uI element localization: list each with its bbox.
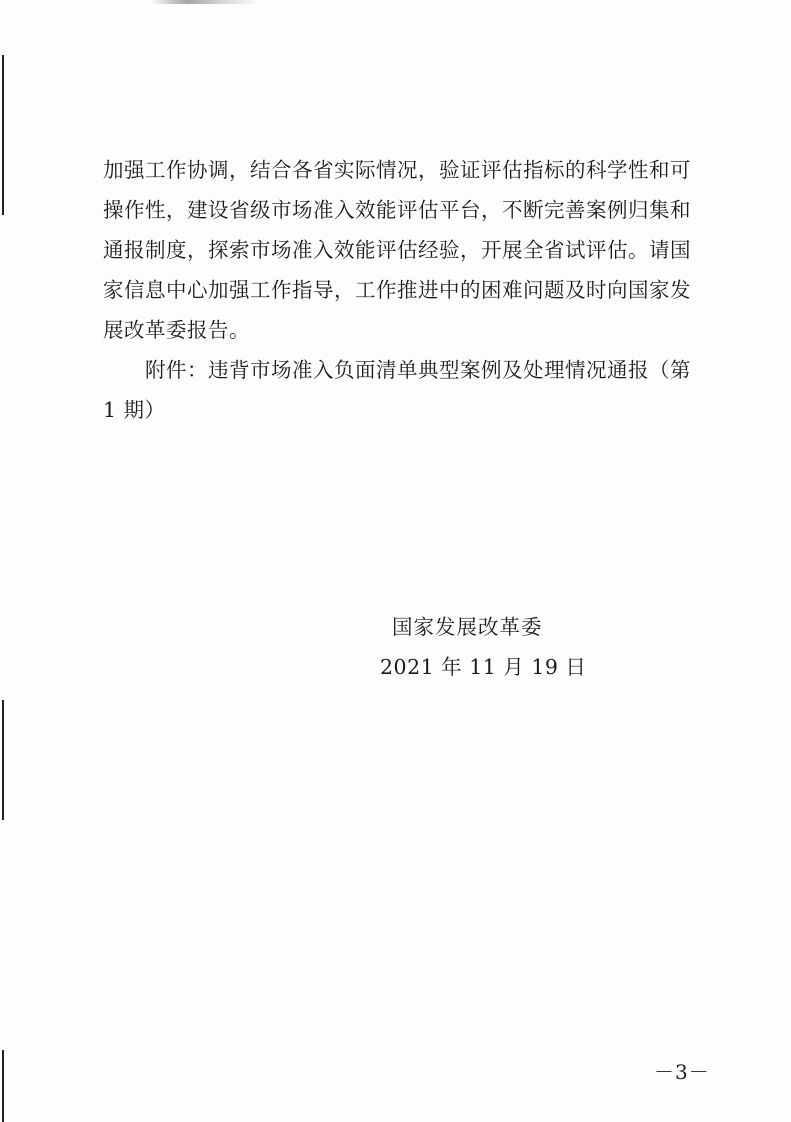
body-line: 加强工作协调，结合各省实际情况，验证评估指标的科学性和可 [103, 158, 691, 182]
binding-edge-mark [2, 55, 4, 215]
body-line: 展改革委报告。 [103, 318, 250, 342]
body-line: 通报制度，探索市场准入效能评估经验，开展全省试评估。请国 [103, 238, 691, 262]
body-paragraph [103, 150, 703, 430]
scan-artifact [150, 0, 260, 4]
signature-block [380, 607, 600, 687]
issuing-organization: 国家发展改革委 [392, 615, 543, 639]
attachment-line: 1 期） [103, 398, 166, 422]
attachment-line: 附件：违背市场准入负面清单典型案例及处理情况通报（第 [103, 358, 691, 382]
binding-edge-mark [2, 700, 4, 820]
page-number: －3－ [654, 1060, 710, 1084]
body-line: 操作性，建设省级市场准入效能评估平台，不断完善案例归集和 [103, 198, 691, 222]
binding-edge-mark [2, 1050, 4, 1122]
body-line: 家信息中心加强工作指导，工作推进中的困难问题及时向国家发 [103, 278, 691, 302]
issue-date: 2021 年 11 月 19 日 [380, 655, 587, 679]
